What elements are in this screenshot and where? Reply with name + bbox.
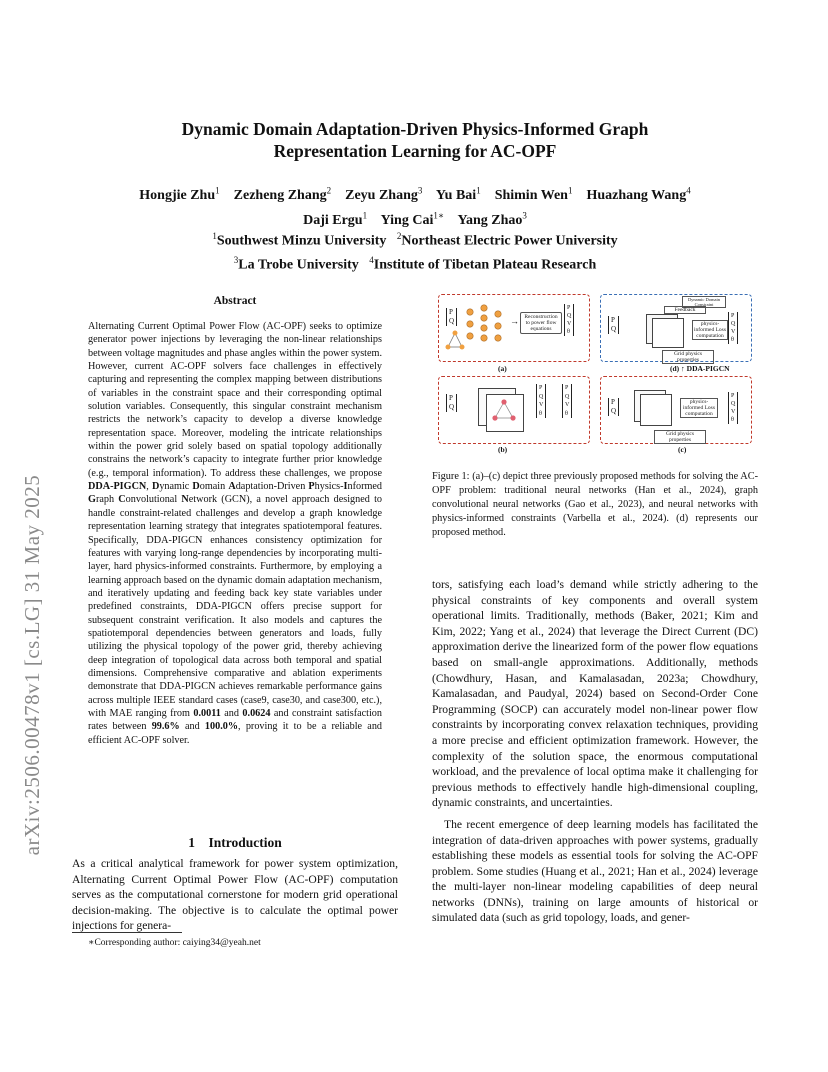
feedback-box: Feedback (664, 306, 706, 314)
panel-d-input-matrix: P Q (608, 316, 619, 334)
footnote: ∗Corresponding author: caiying34@yeah.net (88, 938, 261, 948)
physics-loss-box-c: physics-informed Loss computation (680, 398, 718, 418)
section-heading-introduction: 1 Introduction (188, 835, 282, 850)
affiliations (70, 227, 760, 274)
affiliation: Southwest Minzu University (216, 233, 387, 249)
author: Huazhang Wang$^4$ (586, 185, 691, 203)
grid-physics-box-d: Grid physics properties (662, 350, 714, 364)
graph-glyph (444, 330, 466, 352)
author: Ying Cai$^{1∗}$ (380, 210, 444, 229)
figure-1 (438, 290, 754, 456)
panel-d-label: (d) ↑ DDA-PIGCN (670, 364, 730, 373)
author: Yang Zhao$^3$ (457, 210, 527, 229)
author-list (70, 180, 760, 231)
author: Zeyu Zhang$^3$ (345, 185, 423, 203)
affiliation-line-1: $^1$Southwest Minzu University $^2$Northeast Electric Power University (212, 231, 618, 249)
panel-c-input-matrix: P Q (608, 398, 619, 416)
paper-title (70, 118, 760, 162)
panel-b-target-matrix: P Q V θ (562, 384, 572, 418)
arxiv-identifier: arXiv:2506.00478v1 [cs.LG] 31 May 2025 (20, 474, 44, 856)
affiliation: La Trobe University (238, 257, 359, 273)
panel-a-input-matrix: P Q (446, 308, 457, 326)
author-line-1 (70, 180, 760, 206)
panel-a-output-matrix: P Q V θ (564, 304, 574, 336)
affiliation-line-2: $^3$La Trobe University $^4$Institute of Tibetan Plateau Research (233, 254, 597, 273)
grid-physics-box-c: Grid physics properties (654, 430, 706, 444)
affiliation: Institute of Tibetan Plateau Research (373, 257, 597, 273)
panel-c-label: (c) (678, 445, 687, 454)
author: Yu Bai$^1$ (435, 185, 481, 203)
intro-right-column (432, 577, 758, 926)
panel-c-output-matrix: P Q V θ (728, 392, 738, 424)
graph-stack-c-2 (640, 394, 672, 426)
graph-glyph (490, 398, 518, 426)
dynamic-domain-box: Dynamic Domain Constraint (682, 296, 726, 308)
affiliation: Northeast Electric Power University (401, 233, 618, 249)
intro-left-column: As a critical analytical framework for power system optimization, Alternating Current Optimal Power Flow (AC-OPF) computation serves as the computational cornerstone for modern grid operational decision-making. The objective is to calculate the optimal power injections for genera- (72, 857, 398, 933)
author: Shimin Wen$^1$ (494, 185, 573, 203)
abstract-body: Alternating Current Optimal Power Flow (AC-OPF) seeks to optimize generator power injections by leveraging the non-linear relationships between voltage magnitudes and phase angles within the power system. However, current AC-OPF solvers face challenges in effectively capturing and representing the complex mapping between distributions of variables in the constraint space and their corresponding optimal solution variables. Consequently, this singular constraint mechanism restricts the network’s capacity to develop a diverse knowledge representation space. Moreover, modeling the intricate relationships within the power grid solely based on spatial topology additionally constrains the network’s capacity to integrate further prior knowledge (e.g., temporal information). To address these challenges, we propose DDA-PIGCN, Dynamic Domain Adaptation-Driven Physics-Informed Graph Convolutional Network (GCN), a novel approach designed to handle constraint-related challenges and develop a graph knowledge representation learning strategy that integrates spatiotemporal features. Specifically, DDA-PIGCN enhances consistency optimization for features with varying long-range dependencies by incorporating multi-layer, hard physics-informed constraints. Furthermore, by employing a learning approach based on the dynamic domain adaptation mechanism, and iteratively updating and feeding back key state variables under predefined constraints, DDA-PIGCN offers precise support for subsequent constraint verification. It also models and captures the spatiotemporal dependencies between generators and loads, fully utilizing the physical topology of the power grid, thereby achieving deep integration of topological data across both temporal and spatial dimensions. Comprehensive comparative and ablation experiments demonstrate that DDA-PIGCN achieves remarkable performance gains across multiple IEEE standard cases (case9, case30, and case300, etc.), with MAE ranging from 0.0011 and 0.0624 and constraint satisfaction rates between 99.6% and 100.0%, proving it to be a reliable and efficient AC-OPF solver. (88, 321, 383, 746)
panel-b-label: (b) (498, 445, 508, 454)
paragraph: The recent emergence of deep learning models has facilitated the integration of data-driven approaches with power systems, gradually establishing these models as essential tools for solving the AC-OPF problem. Some studies (Huang et al., 2021; Han et al., 2024) leverage the multi-layer non-linear modeling capabilities of deep neural networks (DNNs), training on large amounts of historical or simulated data (such as grid topology, loads, and gener- (432, 817, 758, 925)
author: Zezheng Zhang$^2$ (233, 185, 332, 203)
neural-network-graphic (464, 302, 508, 348)
reconstruction-box: Reconstruction to power flow equations (520, 312, 562, 334)
graph-stack-d-2 (652, 318, 684, 348)
arrow-icon: → (510, 316, 519, 326)
physics-loss-box-d: physics-informed Loss computation (692, 320, 728, 340)
panel-d-output-matrix: P Q V θ (728, 312, 738, 344)
title-line-1: Dynamic Domain Adaptation-Driven Physics-Informed Graph (181, 119, 649, 139)
panel-a-label: (a) (498, 364, 507, 373)
title-line-2: Representation Learning for AC-OPF (273, 141, 557, 161)
footnote-rule (72, 932, 182, 933)
figure-caption: Figure 1: (a)–(c) depict three previously proposed methods for solving the AC-OPF problem: traditional neural networks (Han et al., 2024), graph convolutional neural networks (Gao et al., 2023), and neural networks with physics-informed constraints (Varbella et al., 2024). (d) represents our proposed method. (432, 471, 758, 538)
abstract-heading: Abstract (213, 295, 257, 307)
panel-b-input-matrix: P Q (446, 394, 457, 412)
paragraph: tors, satisfying each load’s demand while strictly adhering to the physical constraints of key components and overall system operational limits. Traditionally, methods (Baker, 2021; Kim and Kim, 2022; Yang et al., 2024) that leverage the Direct Current (DC) approximation derive the linearized form of the power flow equations based on small-angle approximations. Additionally, methods (Chowdhury, Hasan, and Kamalasadan, 2023a; Chowdhury, Kamalasadan, and Paudyal, 2024) based on Second-Order Cone Programming (SOCP) can accurately model non-linear power flow constraints by incorporating convex relaxation techniques, providing a more precise and efficient optimization framework. However, the complexity of the solution space, the enormous computational workload, and the prevalence of local optima make it challenging for previous methods to effectively handle high-dimensional coupling, dynamic constraints, and uncertainties. (432, 578, 758, 810)
author: Daji Ergu$^1$ (303, 210, 368, 229)
author: Hongjie Zhu$^1$ (139, 185, 220, 203)
panel-b-output-matrix: P Q V θ (536, 384, 546, 418)
